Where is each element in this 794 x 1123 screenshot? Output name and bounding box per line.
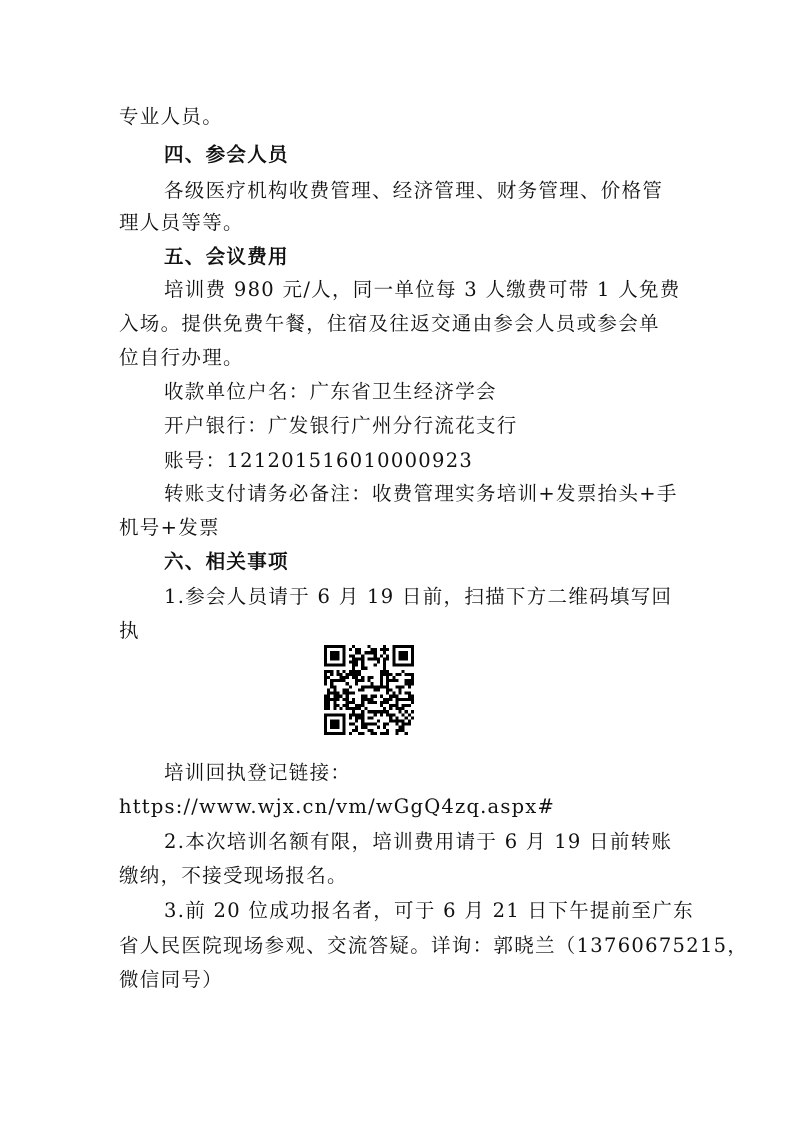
line-3: 理人员等等。 bbox=[119, 211, 244, 234]
line-2: 各级医疗机构收费管理、经济管理、财务管理、价格管 bbox=[164, 179, 664, 202]
line-4: 培训费 980 元/人，同一单位每 3 人缴费可带 1 人免费 bbox=[164, 278, 681, 301]
line-6: 位自行办理。 bbox=[119, 346, 244, 369]
line-10: 转账支付请务必备注：收费管理实务培训+发票抬头+手 bbox=[164, 482, 678, 505]
line-13: 执 bbox=[119, 619, 140, 642]
line-14: 培训回执登记链接： bbox=[164, 761, 352, 784]
line-11: 机号+发票 bbox=[119, 516, 220, 539]
line-8: 开户银行：广发银行广州分行流花支行 bbox=[164, 414, 518, 437]
heading-fees: 五、会议费用 bbox=[164, 245, 289, 268]
line-12: 1.参会人员请于 6 月 19 日前，扫描下方二维码填写回 bbox=[164, 585, 673, 608]
line-5: 入场。提供免费午餐，住宿及往返交通由参会人员或参会单 bbox=[119, 312, 660, 335]
line-17: 缴纳，不接受现场报名。 bbox=[119, 864, 348, 887]
line-20: 微信同号） bbox=[119, 968, 224, 991]
heading-attendees: 四、参会人员 bbox=[164, 143, 289, 166]
line-9: 账号：121201516010000923 bbox=[164, 449, 474, 472]
line-7: 收款单位户名：广东省卫生经济学会 bbox=[164, 380, 497, 403]
qr-code-icon[interactable] bbox=[324, 645, 414, 735]
line-19: 省人民医院现场参观、交流答疑。详询：郭晓兰（13760675215， bbox=[119, 934, 749, 957]
line-16: 2.本次培训名额有限，培训费用请于 6 月 19 日前转账 bbox=[164, 830, 673, 853]
heading-related: 六、相关事项 bbox=[164, 550, 289, 573]
line-1: 专业人员。 bbox=[119, 105, 224, 128]
registration-link[interactable]: https://www.wjx.cn/vm/wGgQ4zq.aspx# bbox=[119, 795, 555, 818]
line-18: 3.前 20 位成功报名者，可于 6 月 21 日下午提前至广东 bbox=[164, 899, 694, 922]
